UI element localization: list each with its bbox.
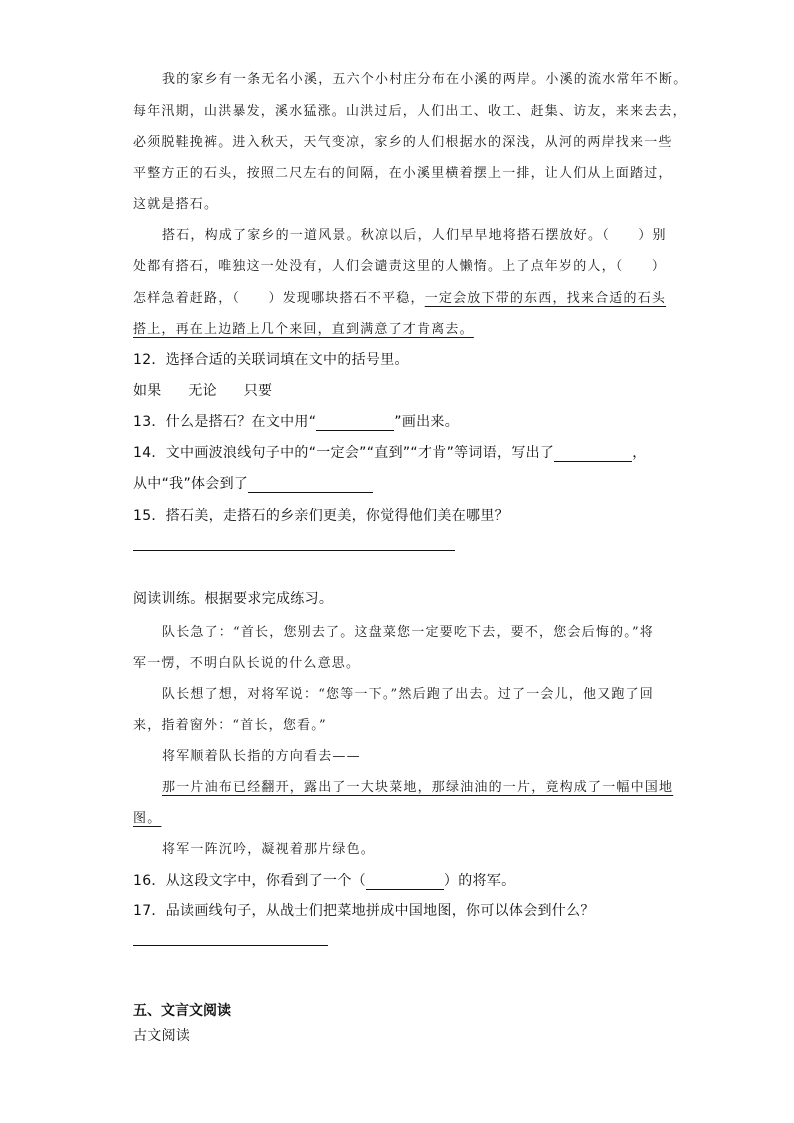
q14-text-before: 14．文中画波浪线句子中的“一定会”“直到”“才肯”等词语，写出了 xyxy=(133,445,555,461)
q16-text-after: ）的将军。 xyxy=(443,873,516,889)
question-15: 15．搭石美，走搭石的乡亲们更美，你觉得他们美在哪里？ xyxy=(133,508,509,524)
passage1-line-2: 每年汛期，山洪暴发，溪水猛涨。山洪过后，人们出工、收工、赶集、访友，来来去去， xyxy=(133,104,687,119)
passage2-p2-line-1: 队长想了想，对将军说：“您等一下。”然后跑了出去。过了一会儿，他又跑了回 xyxy=(162,687,654,702)
section-5-title: 五、文言文阅读 xyxy=(133,1003,231,1019)
passage1-line-8-text: 怎样急着赶路，（ ）发现哪块搭石不平稳， xyxy=(133,291,425,306)
underlined-sentence-line-1: 那一片油布已经翻开，露出了一大块菜地，那绿油油的一片，竟构成了一幅中国地 xyxy=(162,780,674,795)
wavy-underlined-sentence-part2: 搭上，再在上边踏上几个来回，直到满意了才肯离去。 xyxy=(133,322,474,337)
passage2-p5: 将军一阵沉吟，凝视着那片绿色。 xyxy=(162,842,376,857)
q12-options xyxy=(133,380,294,400)
q14-blank-1[interactable] xyxy=(554,447,632,462)
q13-text-after: ”画出来。 xyxy=(394,414,460,430)
question-17: 17．品读画线句子，从战士们把菜地拼成中国地图，你可以体会到什么？ xyxy=(133,903,595,919)
underlined-sentence-line-2: 图。 xyxy=(133,811,162,826)
passage1-line-1: 我的家乡有一条无名小溪，五六个小村庄分布在小溪的两岸。小溪的流水常年不断。 xyxy=(162,72,688,87)
question-13 xyxy=(133,411,459,431)
passage1-line-6: 搭石，构成了家乡的一道风景。秋凉以后，人们早早地将搭石摆放好。（ ）别 xyxy=(162,228,667,243)
passage1-line-5: 这就是搭石。 xyxy=(133,197,219,212)
question-14-line-2 xyxy=(133,473,373,493)
section-5-subtitle: 古文阅读 xyxy=(133,1028,191,1044)
option-ruguo: 如果 xyxy=(133,383,162,399)
passage2-p1-line-1: 队长急了：“首长，您别去了。这盘菜您一定要吃下去，要不，您会后悔的。”将 xyxy=(162,625,654,640)
passage1-line-8 xyxy=(133,287,666,306)
passage2-p1-line-2: 军一愣，不明白队长说的什么意思。 xyxy=(133,656,361,671)
option-wulun: 无论 xyxy=(188,383,217,399)
q13-blank[interactable] xyxy=(316,416,394,431)
q14-text-line2: 从中“我”体会到了 xyxy=(133,476,249,492)
passage1-line-4: 平整方正的石头，按照二尺左右的间隔，在小溪里横着摆上一排，让人们从上面踏过， xyxy=(133,166,673,181)
q14-comma: ， xyxy=(632,445,647,461)
q13-text-before: 13．什么是搭石？在文中用“ xyxy=(133,414,317,430)
question-16 xyxy=(133,870,515,890)
q14-blank-2[interactable] xyxy=(248,478,373,493)
q16-blank[interactable] xyxy=(366,875,444,890)
passage1-line-3: 必须脱鞋挽裤。进入秋天，天气变凉，家乡的人们根据水的深浅，从河的两岸找来一些 xyxy=(133,135,673,150)
question-14-line-1 xyxy=(133,442,647,462)
q15-answer-line[interactable] xyxy=(133,550,455,551)
passage2-p2-line-2: 来，指着窗外：“首长，您看。” xyxy=(133,718,327,733)
passage2-p3: 将军顺着队长指的方向看去—— xyxy=(162,749,361,764)
reading-section-intro: 阅读训练。根据要求完成练习。 xyxy=(133,591,334,607)
wavy-underlined-sentence-part1: 一定会放下带的东西，找来合适的石头 xyxy=(424,291,667,306)
passage1-line-7: 处都有搭石，唯独这一处没有，人们会谴责这里的人懒惰。上了点年岁的人，（ ） xyxy=(133,259,667,274)
question-12: 12．选择合适的关联词填在文中的括号里。 xyxy=(133,352,409,368)
option-zhiyao: 只要 xyxy=(243,383,273,399)
q17-answer-line[interactable] xyxy=(133,945,328,946)
q16-text-before: 16．从这段文字中，你看到了一个（ xyxy=(133,873,366,889)
